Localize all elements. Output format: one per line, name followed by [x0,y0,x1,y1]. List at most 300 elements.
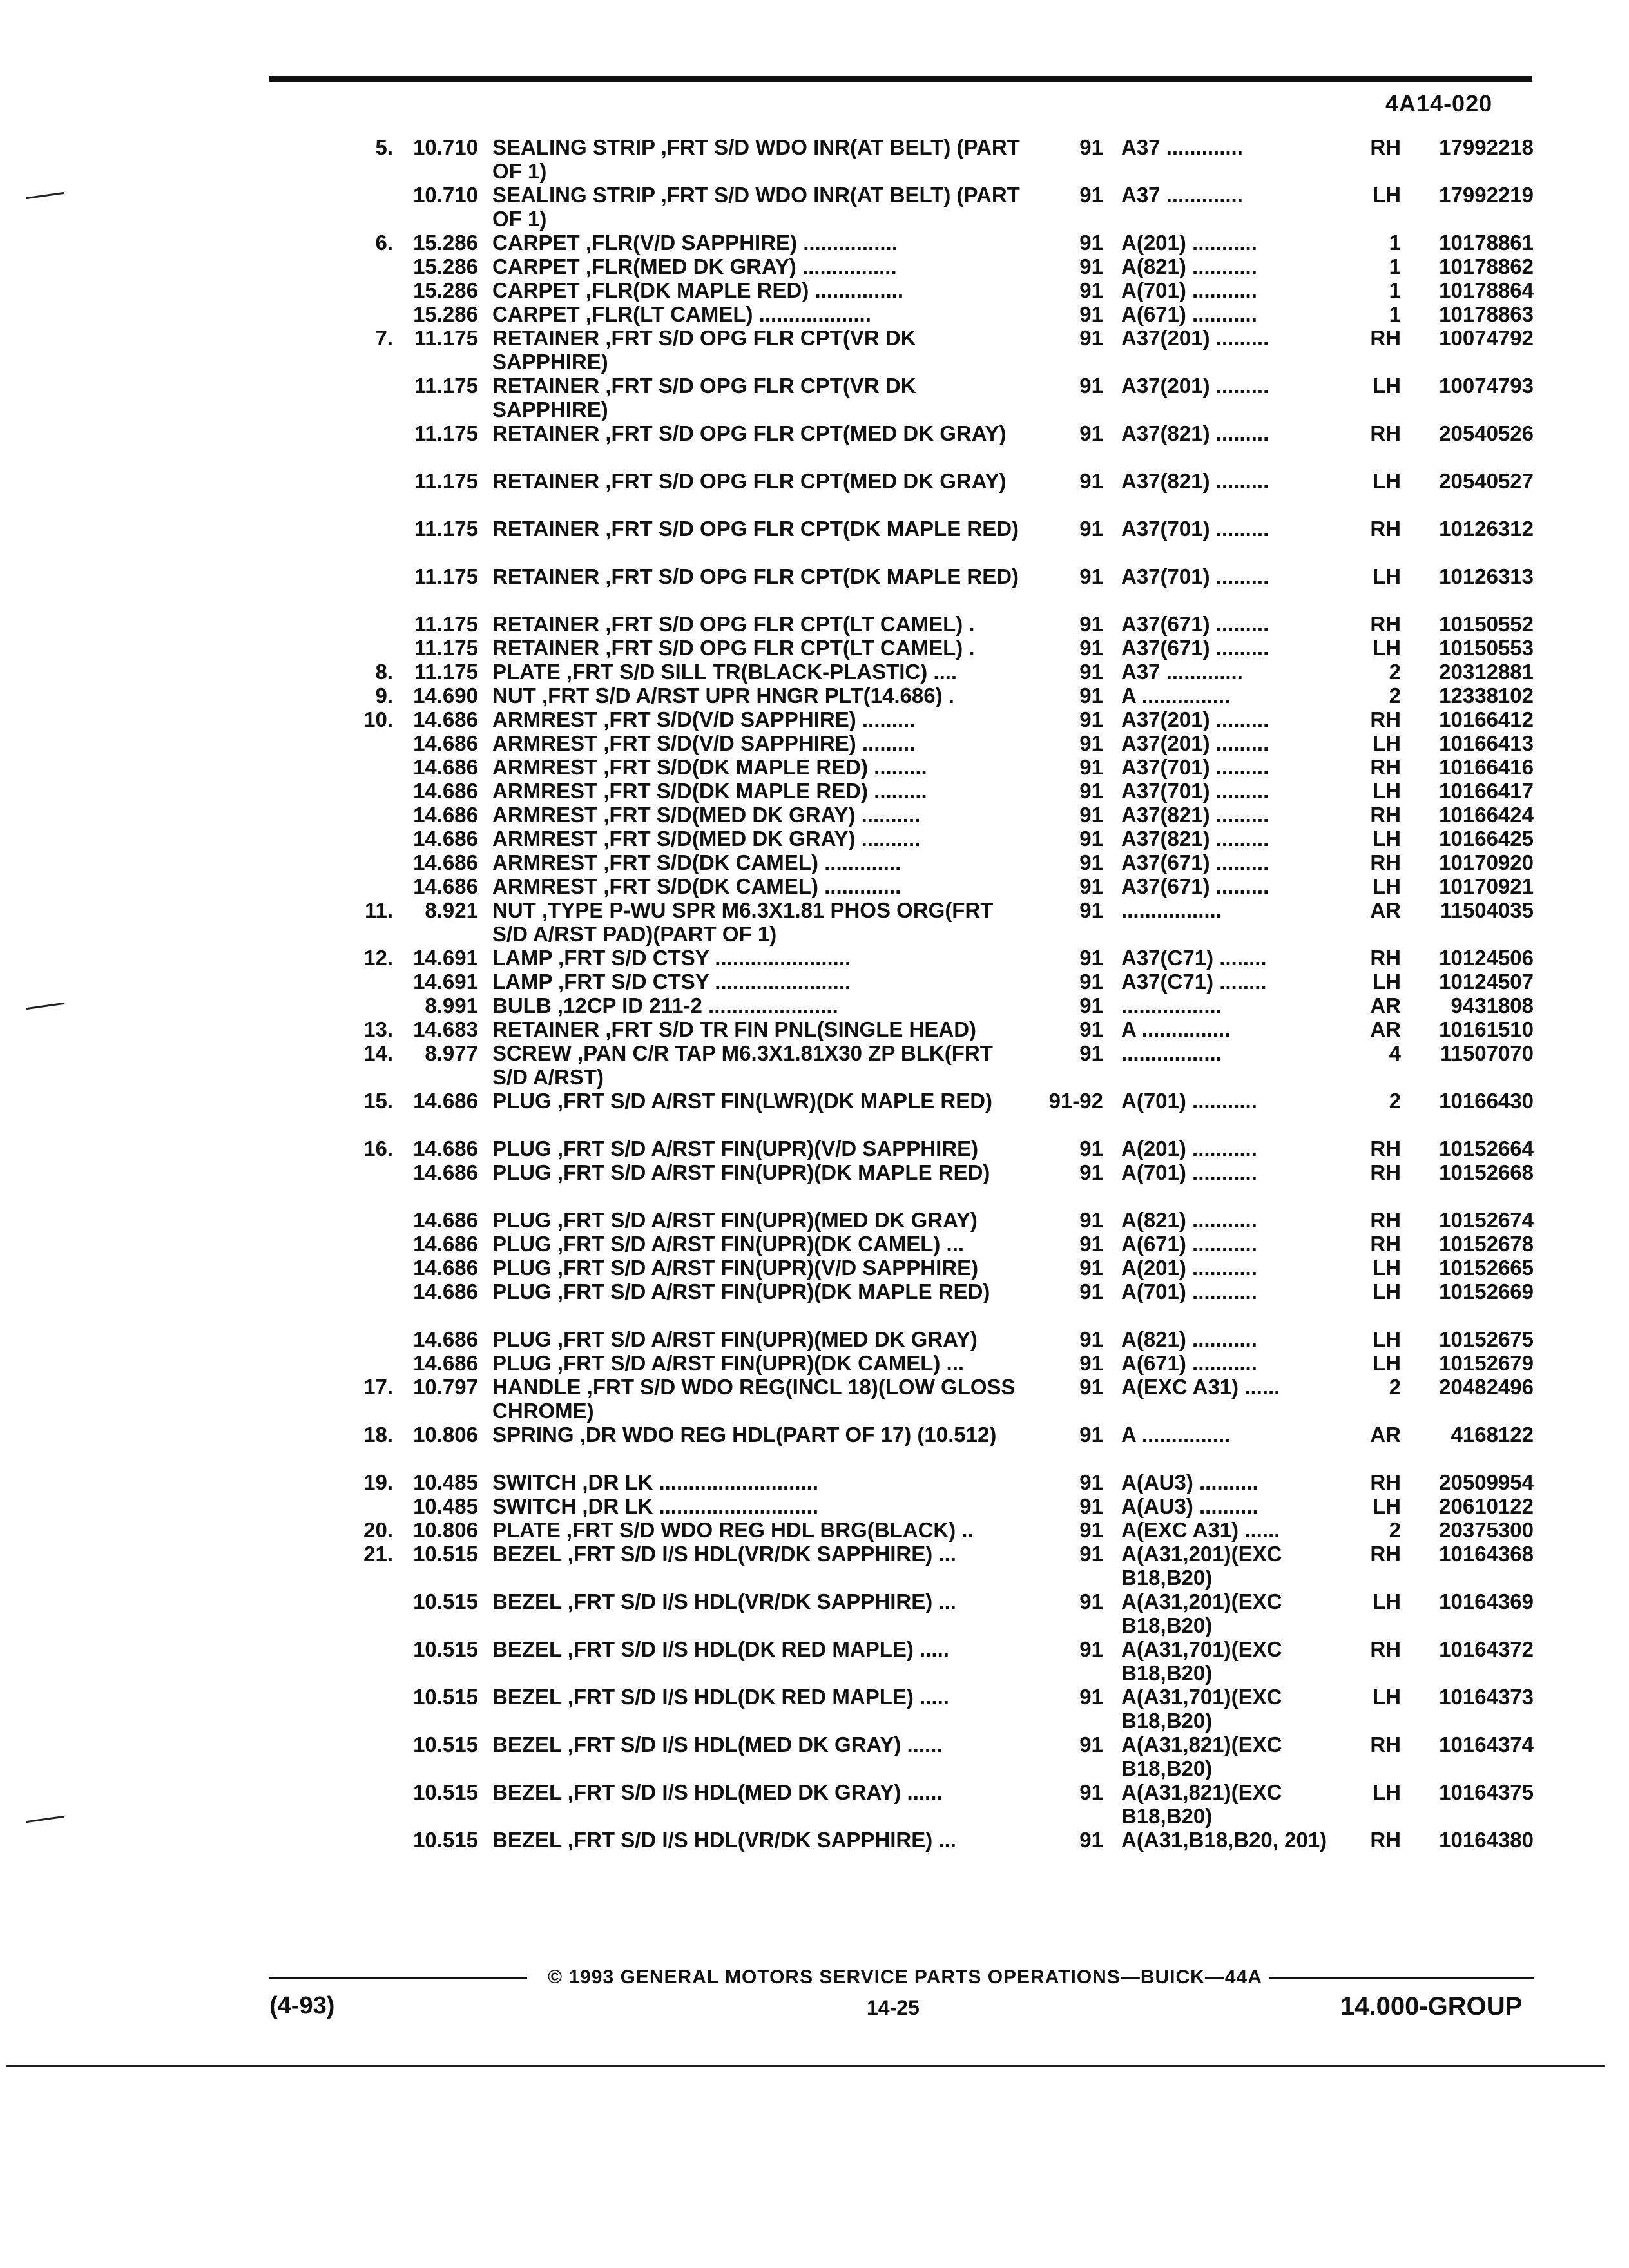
part-number: 10178864 [1439,278,1534,302]
usage-code: A37(201) ......... [1121,326,1269,350]
part-row [0,326,1629,374]
part-row [0,850,1629,874]
part-row [0,660,1629,684]
usage-code: A(671) ........... [1121,1232,1257,1256]
quantity-or-side: 1 [1389,231,1401,255]
part-number: 10152665 [1439,1256,1534,1280]
part-number: 10164369 [1439,1590,1534,1613]
usage-code: A(201) ........... [1121,1256,1257,1280]
part-description: SEALING STRIP ,FRT S/D WDO INR(AT BELT) (PART OF 1) [492,135,1020,183]
model-year: 91 [1079,374,1103,398]
group-number: 11.175 [414,636,478,660]
quantity-or-side: RH [1370,1208,1401,1232]
part-row [0,1590,1629,1637]
group-number: 14.683 [413,1017,478,1041]
usage-code: A ............... [1121,684,1231,707]
part-description: RETAINER ,FRT S/D OPG FLR CPT(VR DK SAPPHIRE) [492,374,916,421]
usage-code: A37(671) ......... [1121,612,1269,636]
part-description: RETAINER ,FRT S/D OPG FLR CPT(MED DK GRAY) [492,469,1007,493]
part-number: 20540526 [1439,421,1534,445]
part-number: 20482496 [1439,1375,1534,1399]
part-description: ARMREST ,FRT S/D(MED DK GRAY) .......... [492,803,921,827]
quantity-or-side: LH [1373,1685,1401,1709]
group-number: 14.686 [413,827,478,850]
group-number: 14.686 [413,1137,478,1160]
group-number: 14.686 [413,1160,478,1184]
model-year: 91 [1079,803,1103,827]
part-description: RETAINER ,FRT S/D OPG FLR CPT(LT CAMEL) . [492,612,975,636]
part-row [0,1542,1629,1590]
part-description: BEZEL ,FRT S/D I/S HDL(VR/DK SAPPHIRE) ... [492,1542,956,1566]
part-row [0,183,1629,231]
part-number: 10178862 [1439,255,1534,278]
part-row [0,994,1629,1017]
ref-number: 17. [363,1375,393,1399]
quantity-or-side: LH [1373,827,1401,850]
part-row [0,970,1629,994]
part-description: SEALING STRIP ,FRT S/D WDO INR(AT BELT) (PART OF 1) [492,183,1020,231]
model-year: 91 [1079,1828,1103,1852]
group-number: 14.686 [413,850,478,874]
part-number: 11504035 [1440,898,1534,922]
quantity-or-side: RH [1370,1733,1401,1756]
part-row [0,707,1629,731]
footer-copyright: © 1993 GENERAL MOTORS SERVICE PARTS OPERATIONS—BUICK—44A [548,1966,1262,1988]
model-year: 91 [1079,1590,1103,1613]
quantity-or-side: RH [1370,850,1401,874]
usage-code: A37(201) ......... [1121,731,1269,755]
group-number: 14.686 [413,1089,478,1113]
part-number: 10152668 [1439,1160,1534,1184]
part-description: SCREW ,PAN C/R TAP M6.3X1.81X30 ZP BLK(FRT S/D A/RST) [492,1041,993,1089]
usage-code: A(701) ........... [1121,278,1257,302]
quantity-or-side: LH [1373,970,1401,994]
group-number: 14.686 [413,779,478,803]
usage-code: ................. [1121,1041,1222,1065]
ref-number: 9. [375,684,393,707]
part-number: 11507070 [1440,1041,1534,1065]
part-row [0,1327,1629,1351]
model-year: 91 [1079,707,1103,731]
quantity-or-side: RH [1370,946,1401,970]
model-year: 91 [1079,1423,1103,1446]
usage-code: A37(C71) ........ [1121,946,1267,970]
part-row [0,374,1629,421]
model-year: 91 [1079,684,1103,707]
group-number: 11.175 [414,517,478,541]
group-number: 11.175 [414,421,478,445]
quantity-or-side: 2 [1389,660,1401,684]
part-description: BEZEL ,FRT S/D I/S HDL(MED DK GRAY) ...... [492,1780,943,1804]
usage-code: A(A31,821)(EXC B18,B20) [1121,1780,1282,1828]
usage-code: A(EXC A31) ...... [1121,1518,1280,1542]
part-description: PLUG ,FRT S/D A/RST FIN(UPR)(DK MAPLE RED) [492,1160,990,1184]
part-description: PLUG ,FRT S/D A/RST FIN(UPR)(V/D SAPPHIRE) [492,1256,979,1280]
quantity-or-side: LH [1373,1494,1401,1518]
group-number: 14.686 [413,1208,478,1232]
part-row [0,1017,1629,1041]
group-number: 10.515 [413,1780,478,1804]
part-number: 10126313 [1439,564,1534,588]
group-number: 14.686 [413,1351,478,1375]
part-number: 10074793 [1439,374,1534,398]
ref-number: 13. [363,1017,393,1041]
part-description: PLATE ,FRT S/D SILL TR(BLACK-PLASTIC) .... [492,660,958,684]
ref-number: 12. [363,946,393,970]
part-number: 17992218 [1439,135,1534,159]
quantity-or-side: RH [1370,135,1401,159]
scan-edge-rule [6,2065,1605,2067]
model-year: 91 [1079,1041,1103,1065]
quantity-or-side: 1 [1389,302,1401,326]
group-number: 10.515 [413,1828,478,1852]
group-number: 14.691 [413,946,478,970]
model-year: 91 [1079,755,1103,779]
group-number: 14.690 [413,684,478,707]
usage-code: A37(821) ......... [1121,827,1269,850]
part-number: 20312881 [1439,660,1534,684]
part-number: 10126312 [1439,517,1534,541]
model-year: 91 [1079,1232,1103,1256]
footer-date: (4-93) [269,1992,335,2019]
quantity-or-side: RH [1370,326,1401,350]
part-number: 10166425 [1439,827,1534,850]
group-number: 10.710 [413,135,478,159]
model-year: 91 [1079,898,1103,922]
part-number: 17992219 [1439,183,1534,207]
quantity-or-side: LH [1373,874,1401,898]
usage-code: A(AU3) .......... [1121,1470,1258,1494]
model-year: 91 [1079,421,1103,445]
part-row [0,612,1629,636]
usage-code: A(671) ........... [1121,302,1257,326]
model-year: 91 [1079,517,1103,541]
model-year: 91 [1079,827,1103,850]
group-number: 10.515 [413,1733,478,1756]
group-number: 11.175 [414,326,478,350]
model-year: 91 [1079,1280,1103,1303]
usage-code: A(A31,201)(EXC B18,B20) [1121,1590,1282,1637]
part-number: 20375300 [1439,1518,1534,1542]
part-number: 10152674 [1439,1208,1534,1232]
part-description: ARMREST ,FRT S/D(DK CAMEL) ............. [492,874,901,898]
quantity-or-side: LH [1373,1351,1401,1375]
ref-number: 21. [363,1542,393,1566]
parts-list [0,135,1629,1876]
group-number: 14.686 [413,1232,478,1256]
group-number: 10.806 [413,1423,478,1446]
quantity-or-side: RH [1370,1137,1401,1160]
group-number: 8.977 [425,1041,478,1065]
part-row [0,1637,1629,1685]
header-rule [269,76,1532,82]
part-number: 10166416 [1439,755,1534,779]
model-year: 91 [1079,850,1103,874]
quantity-or-side: RH [1370,1470,1401,1494]
quantity-or-side: LH [1373,1280,1401,1303]
usage-code: A37 ............. [1121,135,1243,159]
usage-code: A(A31,701)(EXC B18,B20) [1121,1685,1282,1733]
part-description: ARMREST ,FRT S/D(DK MAPLE RED) ......... [492,779,927,803]
model-year: 91 [1079,1470,1103,1494]
part-description: PLUG ,FRT S/D A/RST FIN(UPR)(DK CAMEL) ... [492,1351,965,1375]
model-year: 91 [1079,874,1103,898]
part-row [0,874,1629,898]
model-year: 91 [1079,994,1103,1017]
group-number: 10.710 [413,183,478,207]
quantity-or-side: RH [1370,755,1401,779]
part-number: 10150552 [1439,612,1534,636]
group-number: 14.686 [413,1327,478,1351]
quantity-or-side: LH [1373,1327,1401,1351]
part-description: PLUG ,FRT S/D A/RST FIN(UPR)(DK MAPLE RED) [492,1280,990,1303]
part-description: ARMREST ,FRT S/D(DK CAMEL) ............. [492,850,901,874]
model-year: 91 [1079,946,1103,970]
group-number: 11.175 [414,469,478,493]
group-number: 15.286 [413,231,478,255]
part-description: RETAINER ,FRT S/D OPG FLR CPT(DK MAPLE RED) [492,564,1019,588]
part-number: 4168122 [1451,1423,1534,1446]
part-row [0,1280,1629,1327]
usage-code: A(701) ........... [1121,1089,1257,1113]
part-description: CARPET ,FLR(MED DK GRAY) ................ [492,255,897,278]
part-number: 10152675 [1439,1327,1534,1351]
part-number: 20610122 [1439,1494,1534,1518]
group-number: 11.175 [414,660,478,684]
part-description: ARMREST ,FRT S/D(V/D SAPPHIRE) ......... [492,707,916,731]
part-description: PLUG ,FRT S/D A/RST FIN(UPR)(MED DK GRAY) [492,1208,978,1232]
model-year: 91 [1079,278,1103,302]
part-row [0,1780,1629,1828]
part-number: 10170921 [1439,874,1534,898]
part-number: 10161510 [1439,1017,1534,1041]
part-description: BULB ,12CP ID 211-2 ...................... [492,994,838,1017]
ref-number: 6. [375,231,393,255]
quantity-or-side: LH [1373,1256,1401,1280]
model-year: 91 [1079,231,1103,255]
quantity-or-side: LH [1373,779,1401,803]
usage-code: A(AU3) .......... [1121,1494,1258,1518]
footer-rule-left [269,1977,527,1979]
quantity-or-side: LH [1373,731,1401,755]
model-year: 91 [1079,660,1103,684]
part-number: 20509954 [1439,1470,1534,1494]
part-row [0,278,1629,302]
part-row [0,231,1629,255]
quantity-or-side: AR [1370,1423,1401,1446]
ref-number: 15. [363,1089,393,1113]
part-number: 10074792 [1439,326,1534,350]
ref-number: 18. [363,1423,393,1446]
part-row [0,1160,1629,1208]
part-description: SPRING ,DR WDO REG HDL(PART OF 17) (10.512) [492,1423,997,1446]
part-number: 10164375 [1439,1780,1534,1804]
part-number: 10164374 [1439,1733,1534,1756]
quantity-or-side: LH [1373,469,1401,493]
part-description: ARMREST ,FRT S/D(DK MAPLE RED) ......... [492,755,927,779]
model-year: 91 [1079,1637,1103,1661]
quantity-or-side: RH [1370,1542,1401,1566]
model-year: 91 [1079,636,1103,660]
quantity-or-side: 2 [1389,1089,1401,1113]
model-year: 91 [1079,1494,1103,1518]
part-description: PLUG ,FRT S/D A/RST FIN(UPR)(MED DK GRAY) [492,1327,978,1351]
usage-code: A ............... [1121,1423,1231,1446]
part-description: CARPET ,FLR(DK MAPLE RED) ............... [492,278,904,302]
part-description: BEZEL ,FRT S/D I/S HDL(VR/DK SAPPHIRE) ... [492,1590,956,1613]
part-row [0,517,1629,564]
part-row [0,469,1629,517]
quantity-or-side: 1 [1389,278,1401,302]
usage-code: A37(C71) ........ [1121,970,1267,994]
part-number: 10152679 [1439,1351,1534,1375]
part-number: 10166412 [1439,707,1534,731]
part-row [0,1685,1629,1733]
part-number: 12338102 [1439,684,1534,707]
model-year: 91 [1079,302,1103,326]
part-row [0,1351,1629,1375]
quantity-or-side: 4 [1389,1041,1401,1065]
part-number: 10178863 [1439,302,1534,326]
part-number: 10150553 [1439,636,1534,660]
group-number: 15.286 [413,255,478,278]
part-description: PLUG ,FRT S/D A/RST FIN(UPR)(V/D SAPPHIRE) [492,1137,979,1160]
usage-code: A(701) ........... [1121,1280,1257,1303]
part-description: BEZEL ,FRT S/D I/S HDL(DK RED MAPLE) ..... [492,1637,949,1661]
part-row [0,421,1629,469]
quantity-or-side: 1 [1389,255,1401,278]
group-number: 11.175 [414,612,478,636]
part-row [0,946,1629,970]
ref-number: 19. [363,1470,393,1494]
usage-code: ................. [1121,994,1222,1017]
usage-code: A(201) ........... [1121,1137,1257,1160]
part-description: NUT ,TYPE P-WU SPR M6.3X1.81 PHOS ORG(FRT S/D A/RST PAD)(PART OF 1) [492,898,994,946]
group-number: 10.515 [413,1637,478,1661]
quantity-or-side: RH [1370,1637,1401,1661]
quantity-or-side: AR [1370,994,1401,1017]
part-description: ARMREST ,FRT S/D(V/D SAPPHIRE) ......... [492,731,916,755]
part-number: 10152669 [1439,1280,1534,1303]
group-number: 14.686 [413,707,478,731]
part-row [0,135,1629,183]
part-number: 10166430 [1439,1089,1534,1113]
part-description: CARPET ,FLR(V/D SAPPHIRE) ................ [492,231,898,255]
model-year: 91 [1079,183,1103,207]
quantity-or-side: RH [1370,1160,1401,1184]
quantity-or-side: LH [1373,1590,1401,1613]
part-description: RETAINER ,FRT S/D OPG FLR CPT(DK MAPLE RED) [492,517,1019,541]
group-number: 10.515 [413,1542,478,1566]
part-row [0,803,1629,827]
part-row [0,302,1629,326]
part-description: BEZEL ,FRT S/D I/S HDL(MED DK GRAY) ...... [492,1733,943,1756]
group-number: 10.515 [413,1685,478,1709]
ref-number: 14. [363,1041,393,1065]
model-year: 91 [1079,1518,1103,1542]
model-year: 91 [1079,469,1103,493]
group-number: 14.686 [413,731,478,755]
model-year: 91 [1079,1137,1103,1160]
part-number: 10152664 [1439,1137,1534,1160]
model-year: 91 [1079,970,1103,994]
usage-code: A37(821) ......... [1121,803,1269,827]
ref-number: 10. [363,707,393,731]
part-number: 9431808 [1451,994,1534,1017]
usage-code: A ............... [1121,1017,1231,1041]
quantity-or-side: LH [1373,374,1401,398]
part-description: RETAINER ,FRT S/D OPG FLR CPT(MED DK GRAY) [492,421,1007,445]
part-row [0,1423,1629,1470]
part-row [0,636,1629,660]
part-number: 10166424 [1439,803,1534,827]
part-description: RETAINER ,FRT S/D TR FIN PNL(SINGLE HEAD) [492,1017,977,1041]
group-number: 10.485 [413,1494,478,1518]
model-year: 91 [1079,1542,1103,1566]
ref-number: 20. [363,1518,393,1542]
quantity-or-side: 2 [1389,1375,1401,1399]
usage-code: A37(821) ......... [1121,469,1269,493]
group-number: 10.797 [413,1375,478,1399]
part-row [0,1041,1629,1089]
ref-number: 5. [375,135,393,159]
page-code: 4A14-020 [1385,90,1493,117]
model-year: 91 [1079,779,1103,803]
part-row [0,731,1629,755]
part-number: 10164373 [1439,1685,1534,1709]
quantity-or-side: RH [1370,803,1401,827]
usage-code: A(A31,821)(EXC B18,B20) [1121,1733,1282,1780]
part-description: SWITCH ,DR LK ........................... [492,1494,819,1518]
group-number: 15.286 [413,278,478,302]
group-number: 14.686 [413,874,478,898]
part-number: 20540527 [1439,469,1534,493]
model-year: 91 [1079,135,1103,159]
part-description: PLATE ,FRT S/D WDO REG HDL BRG(BLACK) .. [492,1518,974,1542]
part-row [0,1518,1629,1542]
part-row [0,564,1629,612]
part-row [0,1089,1629,1137]
model-year: 91 [1079,1351,1103,1375]
quantity-or-side: LH [1373,636,1401,660]
model-year: 91 [1079,326,1103,350]
quantity-or-side: 2 [1389,1518,1401,1542]
usage-code: A37(201) ......... [1121,374,1269,398]
model-year: 91 [1079,1733,1103,1756]
part-row [0,779,1629,803]
part-description: SWITCH ,DR LK ........................... [492,1470,819,1494]
group-number: 14.686 [413,1256,478,1280]
ref-number: 7. [375,326,393,350]
part-row [0,827,1629,850]
quantity-or-side: AR [1370,1017,1401,1041]
quantity-or-side: RH [1370,612,1401,636]
quantity-or-side: AR [1370,898,1401,922]
part-description: HANDLE ,FRT S/D WDO REG(INCL 18)(LOW GLOSS CHROME) [492,1375,1016,1423]
part-description: BEZEL ,FRT S/D I/S HDL(DK RED MAPLE) ..... [492,1685,949,1709]
usage-code: A37(701) ......... [1121,564,1269,588]
quantity-or-side: LH [1373,1780,1401,1804]
part-row [0,1208,1629,1232]
ref-number: 16. [363,1137,393,1160]
group-number: 15.286 [413,302,478,326]
footer-rule-right [1269,1977,1534,1979]
part-number: 10166413 [1439,731,1534,755]
model-year: 91 [1079,1017,1103,1041]
part-row [0,1828,1629,1876]
usage-code: A37 ............. [1121,183,1243,207]
quantity-or-side: 2 [1389,684,1401,707]
